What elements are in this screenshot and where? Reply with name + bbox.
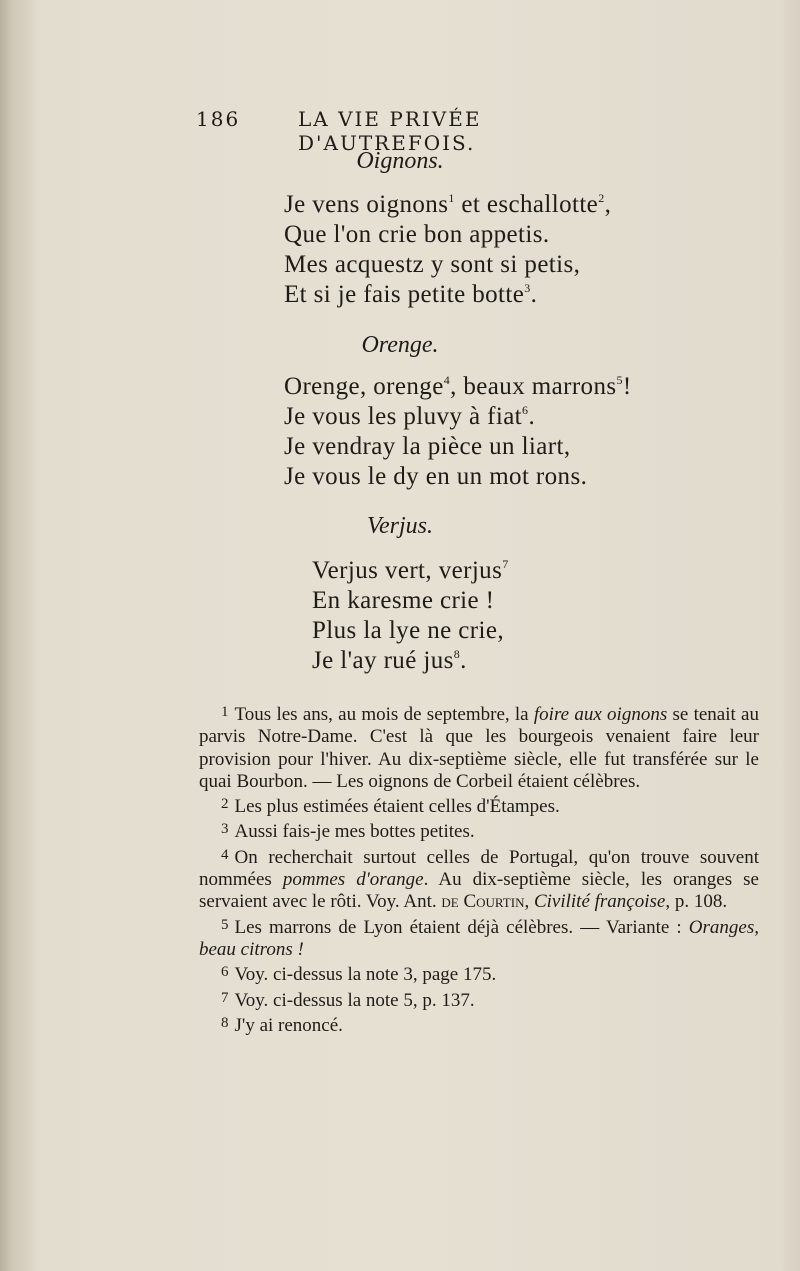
verse-line: Mes acquestz y sont si petis, [284,251,581,278]
verse-line: Je vendray la pièce un liart, [284,433,571,460]
footnotes [199,701,759,1037]
verse-line: Que l'on crie bon appetis. [284,221,550,248]
footnote-4: $^4$ On recherchait surtout celles de Portugal, qu'on trouve souvent nommées pommes d'orange. Au dix-septième siècle, les oranges se servaient avec le rôti. Voy. Ant. de Courtin, Civilité françoise, p. 108. [199,846,759,913]
footnote-1: $^1$ Tous les ans, au mois de septembre, la foire aux oignons se tenait au parvis Notre-Dame. C'est là que les bourgeois venaient faire leur provision pour l'hiver. Au dix-septième siècle, elle fut transférée sur le quai Bourbon. — Les oignons de Corbeil étaient célèbres. [199,704,759,792]
running-header [196,107,646,155]
page-number: 186 [196,107,241,131]
poem-title-orenge: Orenge. [361,332,439,358]
verse-line: Et si je fais petite botte$^3$. [284,281,538,308]
verse-line: Plus la lye ne crie, [312,617,504,644]
verse-line: Je vens oignons$^1$ et eschallotte$^2$, [284,191,612,218]
poem-orenge [284,372,632,492]
footnote-8: $^8$ J'y ai renoncé. [221,1014,343,1036]
page-binding-edge [0,0,36,1271]
running-title: LA VIE PRIVÉE D'AUTREFOIS. [298,107,482,155]
footnote-2: $^2$ Les plus estimées étaient celles d'Étampes. [221,796,560,818]
verse-line: En karesme crie ! [312,587,495,614]
footnote-7: $^7$ Voy. ci-dessus la note 5, p. 137. [221,989,475,1011]
poem-verjus [312,556,509,676]
verse-line: Je vous le dy en un mot rons. [284,463,588,490]
verse-line: Verjus vert, verjus$^7$ [312,557,509,584]
footnote-5: $^5$ Les marrons de Lyon étaient déjà célèbres. — Variante : Oranges, beau citrons ! [199,916,759,960]
footnote-3: $^3$ Aussi fais-je mes bottes petites. [221,821,475,843]
footnote-6: $^6$ Voy. ci-dessus la note 3, page 175. [221,964,497,986]
verse-line: Je l'ay rué jus$^8$. [312,647,467,674]
poem-title-verjus: Verjus. [367,513,433,539]
poem-oignons [284,190,611,310]
verse-line: Orenge, orenge$^4$, beaux marrons$^5$! [284,373,632,400]
verse-line: Je vous les pluvy à fiat$^6$. [284,403,536,430]
poem-title-oignons: Oignons. [356,148,444,174]
